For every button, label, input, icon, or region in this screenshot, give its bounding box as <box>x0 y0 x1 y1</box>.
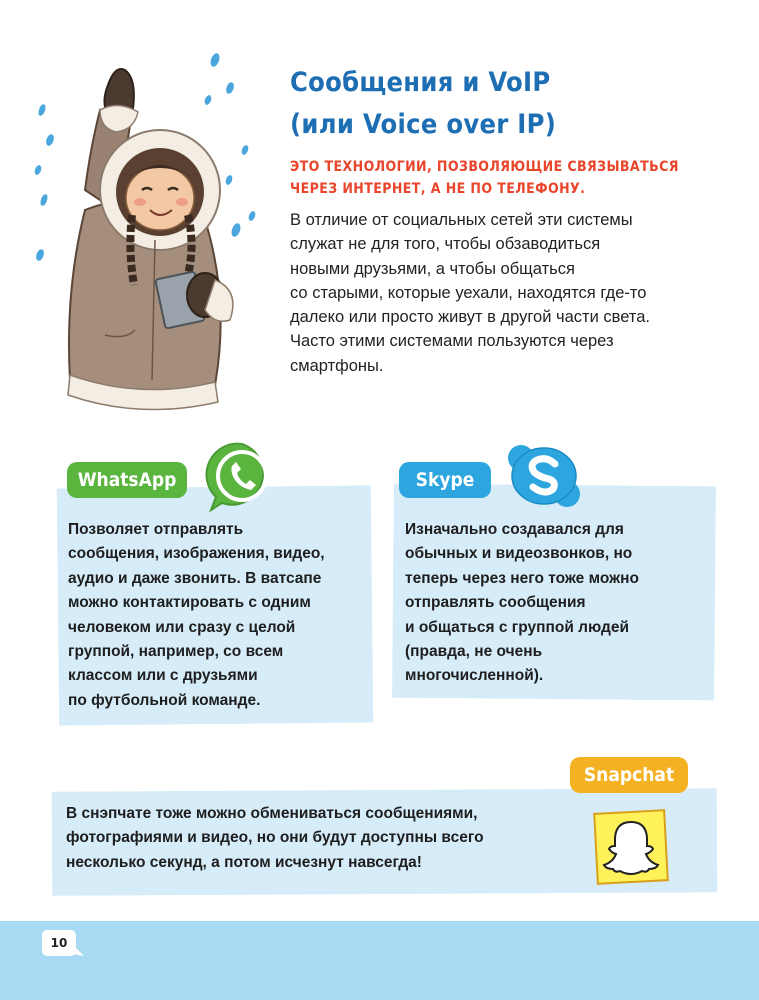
child-in-parka-illustration <box>30 40 270 420</box>
whatsapp-logo-icon <box>205 440 280 515</box>
title-line-2: (или Voice over IP) <box>290 109 557 140</box>
intro-line: новыми друзьями, а чтобы общаться <box>290 259 575 278</box>
skype-logo-icon <box>507 444 581 508</box>
skype-line: многочисленной). <box>405 667 544 685</box>
skype-line: отправлять сообщения <box>405 594 586 612</box>
intro-paragraph <box>290 208 710 378</box>
intro-line: смартфоны. <box>290 356 384 375</box>
skype-description <box>405 518 639 689</box>
skype-badge: Skype <box>399 462 491 498</box>
subtitle-line-1: ЭТО ТЕХНОЛОГИИ, ПОЗВОЛЯЮЩИЕ СВЯЗЫВАТЬСЯ <box>290 159 679 175</box>
page-title <box>290 62 730 146</box>
subtitle-line-2: ЧЕРЕЗ ИНТЕРНЕТ, А НЕ ПО ТЕЛЕФОНУ. <box>290 181 586 197</box>
snapchat-badge: Snapchat <box>570 757 688 793</box>
skype-line: теперь через него тоже можно <box>405 569 639 587</box>
whatsapp-line: Позволяет отправлять <box>68 521 244 538</box>
snapchat-logo-icon <box>592 808 672 886</box>
skype-line: и общаться с группой людей <box>405 618 630 636</box>
snapchat-line: несколько секунд, а потом исчезнут навсегда! <box>66 853 422 871</box>
intro-line: далеко или просто живут в другой части света. <box>290 308 650 327</box>
skype-line: Изначально создавался для <box>405 521 624 538</box>
whatsapp-line: классом или с друзьями <box>68 667 258 685</box>
intro-line: В отличие от социальных сетей эти системы <box>290 211 633 229</box>
snapchat-line: В снэпчате тоже можно обмениваться сообщениями, <box>66 805 478 822</box>
title-line-1: Сообщения и VoIP <box>290 67 551 98</box>
snapchat-description <box>66 802 484 875</box>
whatsapp-line: человеком или сразу с целой <box>68 618 296 636</box>
skype-line: (правда, не очень <box>405 643 543 661</box>
whatsapp-line: группой, например, со всем <box>68 643 284 661</box>
whatsapp-badge: WhatsApp <box>67 462 187 498</box>
whatsapp-line: можно контактировать с одним <box>68 594 311 612</box>
intro-line: Часто этими системами пользуются через <box>290 332 614 351</box>
whatsapp-line: по футбольной команде. <box>68 691 261 709</box>
skype-line: обычных и видеозвонков, но <box>405 545 633 563</box>
whatsapp-line: аудио и даже звонить. В ватсапе <box>68 569 322 587</box>
intro-line: служат не для того, чтобы обзаводиться <box>290 235 601 254</box>
page-subtitle <box>290 156 730 200</box>
whatsapp-description <box>68 518 325 713</box>
page-number: 10 <box>50 936 68 950</box>
whatsapp-line: сообщения, изображения, видео, <box>68 545 325 563</box>
intro-line: со старыми, которые уехали, находятся где-то <box>290 283 647 302</box>
snapchat-line: фотографиями и видео, но они будут доступны всего <box>66 829 484 847</box>
footer-bar <box>0 921 759 1000</box>
